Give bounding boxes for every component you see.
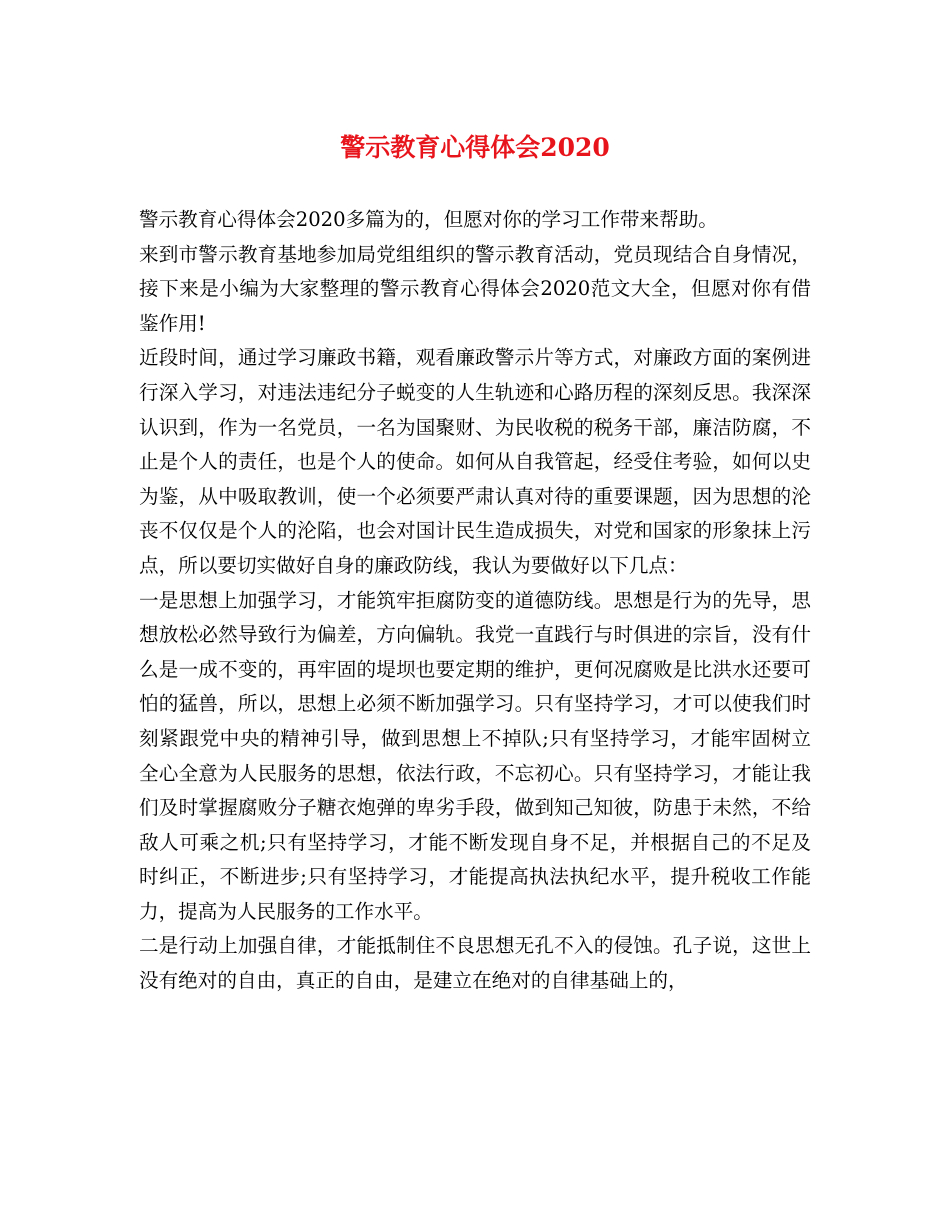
document-body xyxy=(139,203,811,999)
paragraph-context: 来到市警示教育基地参加局党组组织的警示教育活动，党员现结合自身情况，接下来是小编为大家整理的警示教育心得体会2020范文大全，但愿对你有借鉴作用! xyxy=(139,242,811,335)
paragraph-point-two: 二是行动上加强自律，才能抵制住不良思想无孔不入的侵蚀。孔子说，这世上没有绝对的自由，真正的自由，是建立在绝对的自律基础上的， xyxy=(139,934,811,993)
paragraph-intro: 警示教育心得体会2020多篇为的，但愿对你的学习工作带来帮助。 xyxy=(139,208,718,231)
document-title: 警示教育心得体会2020 xyxy=(340,133,610,162)
paragraph-reflection: 近段时间，通过学习廉政书籍，观看廉政警示片等方式，对廉政方面的案例进行深入学习，对违法违纪分子蜕变的人生轨迹和心路历程的深刻反思。我深深认识到，作为一名党员，一名为国聚财、为民收税的税务干部，廉洁防腐，不止是个人的责任，也是个人的使命。如何从自我管起，经受住考验，如何以史为鉴，从中吸取教训，使一个必须要严肃认真对待的重要课题，因为思想的沦丧不仅仅是个人的沦陷，也会对国计民生造成损失，对党和国家的形象抹上污点，所以要切实做好自身的廉政防线，我认为要做好以下几点： xyxy=(139,346,811,577)
paragraph-point-one: 一是思想上加强学习，才能筑牢拒腐防变的道德防线。思想是行为的先导，思想放松必然导致行为偏差，方向偏轨。我党一直践行与时俱进的宗旨，没有什么是一成不变的，再牢固的堤坝也要定期的维护，更何况腐败是比洪水还要可怕的猛兽，所以，思想上必须不断加强学习。只有坚持学习，才可以使我们时刻紧跟党中央的精神引导，做到思想上不掉队;只有坚持学习，才能牢固树立全心全意为人民服务的思想，依法行政，不忘初心。只有坚持学习，才能让我们及时掌握腐败分子糖衣炮弹的卑劣手段，做到知己知彼，防患于未然，不给敌人可乘之机;只有坚持学习，才能不断发现自身不足，并根据自己的不足及时纠正，不断进步;只有坚持学习，才能提高执法执纪水平，提升税收工作能力，提高为人民服务的工作水平。 xyxy=(139,588,811,923)
